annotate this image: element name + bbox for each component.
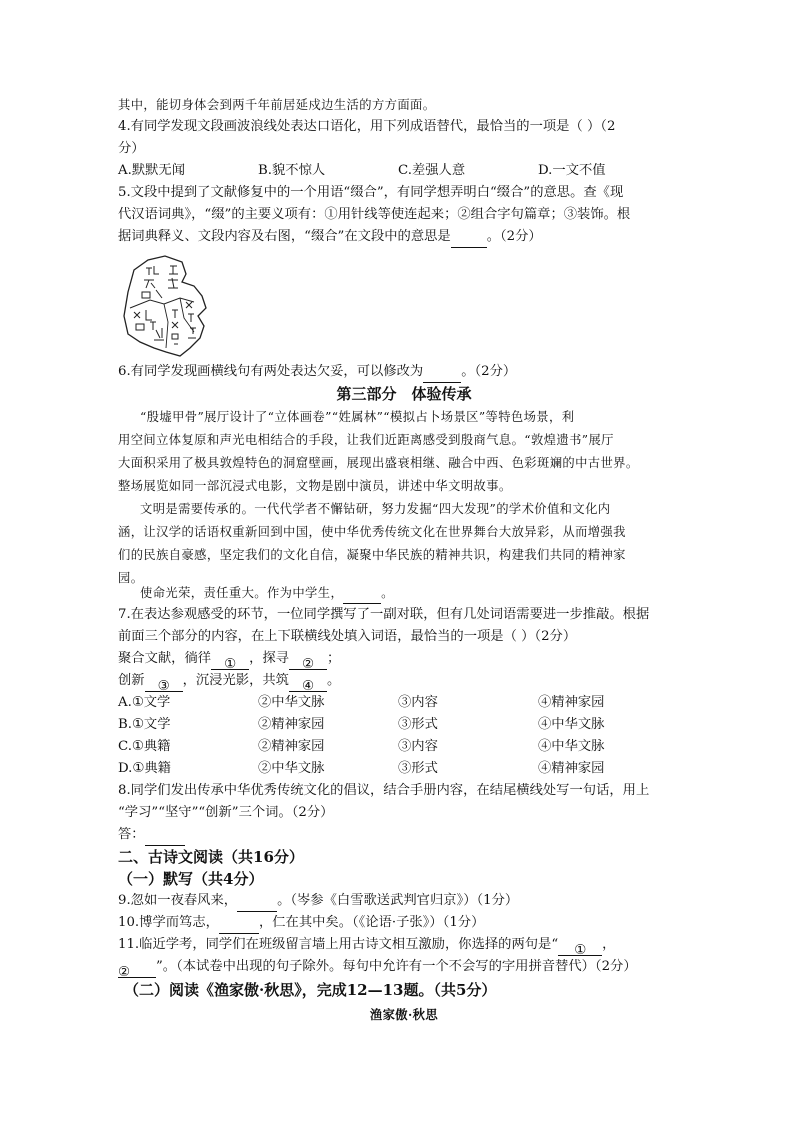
q7-option-b-1: B.①文学 — [118, 717, 171, 732]
couplet-upper-text-a: 聚合文献，徜徉 — [118, 651, 212, 666]
passage-line: 们的民族自豪感，坚定我们的文化自信，凝聚中华民族的精神共识，构建我们共同的精神家 — [118, 548, 626, 562]
q7-option-c-2: ②精神家园 — [258, 739, 325, 754]
passage-tail-line: 其中，能切身体会到两千年前居延戍边生活的方方面面。 — [118, 98, 436, 112]
q7-option-c-3: ③内容 — [398, 739, 438, 754]
couplet-upper-text-c: ，探寻 — [249, 651, 289, 666]
q7-option-b-2: ②精神家园 — [258, 717, 325, 732]
q8-answer-blank[interactable] — [145, 830, 185, 846]
q7-option-a-1: A.①文学 — [118, 695, 171, 710]
q11-blank-2[interactable]: ② — [118, 962, 156, 978]
q11-comma: ， — [602, 937, 616, 952]
passage-line: “殷墟甲骨”展厅设计了“立体画卷”“姓属林”“模拟占卜场景区”等特色场景，利 — [140, 410, 575, 424]
q5-stem-line2: 代汉语词典》，“缀”的主要义项有：①用针线等使连起来；②组合字句篇章；③装饰。根 — [118, 207, 631, 222]
sub2-title: （二）阅读《渔家傲·秋思》，完成12—13题。（共5分） — [124, 981, 497, 999]
q9-answer-blank[interactable] — [237, 896, 277, 912]
q10-tail: ，仁在其中矣。（《论语·子张》）（1分） — [258, 915, 485, 930]
q8-answer-line — [118, 824, 690, 846]
q4-option-b: B.貌不惊人 — [258, 163, 326, 178]
sub1-title: （一）默写（共4分） — [118, 870, 264, 888]
q7-option-d-1: D.①典籍 — [118, 761, 171, 776]
q4-option-a: A.默默无闻 — [118, 163, 186, 178]
answer-label: 答： — [118, 827, 145, 842]
q10-answer-blank[interactable] — [219, 918, 259, 934]
q7-option-a-4: ④精神家园 — [538, 695, 605, 710]
q10-line — [118, 912, 690, 934]
blank-2[interactable]: ② — [289, 654, 327, 670]
q11-blank-1[interactable]: ① — [558, 940, 602, 956]
q9-line — [118, 890, 690, 912]
q6-answer-blank[interactable] — [423, 367, 461, 383]
q6-stem-text: 6.有同学发现画横线句有两处表达欠妥，可以修改为 — [118, 364, 424, 379]
q11-line1 — [118, 934, 690, 956]
blank-1[interactable]: ① — [211, 654, 249, 670]
blank-4[interactable]: ④ — [289, 676, 327, 692]
couplet-lower-text-c: ，沉浸光影，共筑 — [182, 673, 289, 688]
q7-option-b-4: ④中华文脉 — [538, 717, 605, 732]
q5-stem-line3 — [118, 226, 690, 248]
couplet-lower-text-a: 创新 — [118, 673, 145, 688]
passage-line: 用空间立体复原和声光电相结合的手段，让我们近距离感受到殷商气息。“敦煌遗书”展厅 — [118, 433, 614, 447]
mission-text: 使命光荣，责任重大。作为中学生， — [140, 586, 344, 600]
couplet-upper-text-d: ； — [326, 651, 341, 666]
passage-line: 涵，让汉学的话语权重新回到中国，使中华优秀传统文化在世界舞台大放异彩，从而增强我 — [118, 525, 626, 539]
mission-line — [140, 582, 690, 604]
q7-option-a-3: ③内容 — [398, 695, 438, 710]
q7-option-c-4: ④中华文脉 — [538, 739, 605, 754]
q5-stem-line3-text: 据词典释义、文段内容及右图，“缀合”在文段中的意思是 — [118, 229, 451, 244]
q7-option-d-3: ③形式 — [398, 761, 438, 776]
q7-option-a-2: ②中华文脉 — [258, 695, 325, 710]
passage-line: 文明是需要传承的。一代代学者不懈钻研，努力发掘“四大发现”的学术价值和文化内 — [140, 502, 611, 516]
q7-option-d-2: ②中华文脉 — [258, 761, 325, 776]
q5-answer-blank[interactable] — [451, 232, 487, 248]
q4-option-d: D.一文不值 — [538, 163, 606, 178]
q7-option-b-3: ③形式 — [398, 717, 438, 732]
couplet-lower — [118, 670, 690, 692]
q11-text: 11.临近学考，同学们在班级留言墙上用古诗文相互激励，你选择的两句是“ — [118, 937, 559, 952]
q4-stem-line2: 分） — [118, 141, 145, 156]
couplet-lower-text-d: 。 — [326, 673, 341, 688]
q5-stem-line1: 5.文段中提到了文献修复中的一个用语“缀合”，有同学想弄明白“缀合”的意思。查《现 — [118, 185, 624, 200]
q7-stem-line2: 前面三个部分的内容，在上下联横线处填入词语，最恰当的一项是（ ）（2分） — [118, 629, 577, 644]
mission-tail: 。 — [381, 586, 394, 600]
q5-stem-line3-tail: 。（2分） — [486, 229, 542, 244]
q11-tail: ”。（本试卷中出现的句子除外。每句中允许有一个不会写的字用拼音替代）（2分） — [156, 959, 637, 974]
q7-option-d-4: ④精神家园 — [538, 761, 605, 776]
part3-title: 第三部分 体验传承 — [336, 385, 472, 403]
q7-stem-line1: 7.在表达参观感受的环节，一位同学撰写了一副对联，但有几处词语需要进一步推敲。根据 — [118, 607, 650, 622]
section2-title: 二、古诗文阅读（共16分） — [118, 848, 304, 866]
oracle-bone-fragment-figure — [120, 252, 220, 360]
q4-option-c: C.差强人意 — [398, 163, 466, 178]
q8-stem-line1: 8.同学们发出传承中华优秀传统文化的倡议，结合手册内容，在结尾横线处写一句话，用上 — [118, 783, 650, 798]
passage-line: 园。 — [118, 571, 144, 585]
q6-stem — [118, 361, 690, 383]
q11-line2 — [118, 956, 690, 978]
blank-3[interactable]: ③ — [145, 676, 183, 692]
q9-text: 9.忽如一夜春风来， — [118, 893, 238, 908]
q7-option-c-1: C.①典籍 — [118, 739, 171, 754]
q8-stem-line2: “学习”“坚守”“创新”三个词。（2分） — [118, 805, 334, 820]
q9-tail: 。（岑参《白雪歌送武判官归京》）（1分） — [277, 893, 519, 908]
couplet-upper — [118, 648, 690, 670]
q10-text: 10.博学而笃志， — [118, 915, 219, 930]
passage-line: 整场展览如同一部沉浸式电影，文物是剧中演员，讲述中华文明故事。 — [118, 479, 512, 493]
poem-title: 渔家傲·秋思 — [369, 1007, 439, 1022]
passage-line: 大面积采用了极具敦煌特色的洞窟壁画，展现出盛衰相继、融合中西、色彩斑斓的中古世界。 — [118, 456, 639, 470]
mission-blank[interactable] — [343, 588, 381, 604]
q6-stem-tail: 。（2分） — [461, 364, 517, 379]
q4-stem-line1: 4.有同学发现文段画波浪线处表达口语化，用下列成语替代，最恰当的一项是（ ）（2 — [118, 119, 616, 134]
